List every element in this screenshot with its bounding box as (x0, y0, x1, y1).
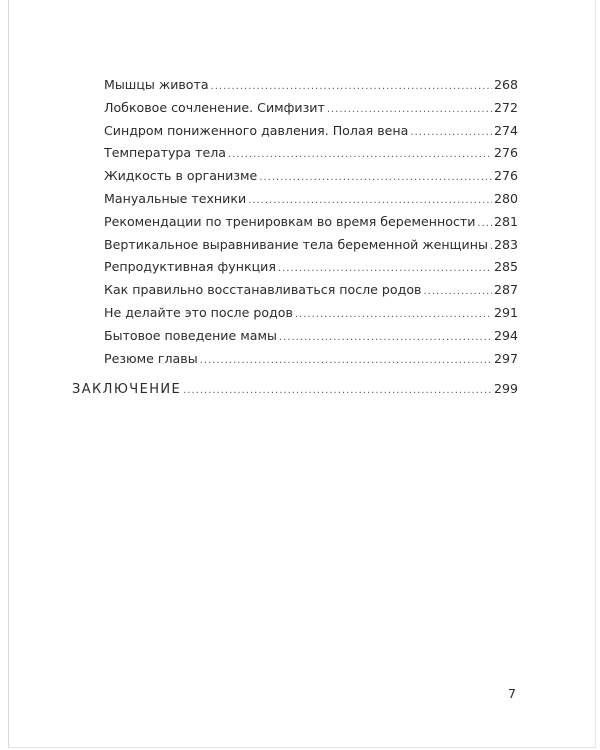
toc-dot-leader (490, 236, 492, 259)
toc-entry (72, 378, 518, 401)
toc-entry (104, 234, 518, 257)
toc-entry (104, 97, 518, 120)
toc-entry-page: 274 (493, 122, 518, 138)
toc-entry-title: Рекомендации по тренировкам во время беременности (104, 213, 476, 229)
toc-entry-page: 272 (493, 99, 518, 115)
toc-entry-page: 291 (493, 304, 518, 320)
toc-entry-title: Не делайте это после родов (104, 304, 293, 320)
toc-entry-title: Репродуктивная функция (104, 259, 276, 275)
toc-entry (104, 325, 518, 348)
table-of-contents (104, 74, 518, 370)
toc-entry-page: 287 (493, 282, 518, 298)
toc-entry (104, 188, 518, 211)
toc-entry-title: Лобковое сочленение. Симфизит (104, 99, 325, 115)
toc-entry-page: 276 (493, 168, 518, 184)
toc-dot-leader (410, 122, 492, 145)
toc-dot-leader (248, 190, 492, 213)
toc-entry-title: Мышцы живота (104, 77, 209, 92)
toc-entry (104, 256, 518, 279)
toc-chapter-title: ЗАКЛЮЧЕНИЕ (72, 382, 182, 397)
toc-entry-page: 297 (493, 350, 518, 366)
toc-dot-leader (259, 167, 492, 190)
toc-dot-leader (477, 213, 492, 236)
toc-entry (104, 142, 518, 165)
toc-dot-leader (327, 99, 492, 122)
toc-entry (104, 165, 518, 188)
toc-dot-leader (423, 281, 491, 304)
toc-entry (104, 74, 518, 97)
toc-dot-leader (183, 380, 492, 403)
toc-dot-leader (211, 76, 492, 99)
toc-entry-title: Как правильно восстанавливаться после родов (104, 282, 422, 298)
toc-entry-title: Температура тела (104, 145, 226, 161)
toc-entry-page: 276 (493, 145, 518, 161)
toc-entry-page: 285 (493, 259, 518, 275)
toc-dot-leader (200, 350, 492, 373)
toc-entry-title: Синдром пониженного давления. Полая вена (104, 122, 409, 138)
toc-entry-title: Бытовое поведение мамы (104, 327, 277, 343)
toc-entry-page: 268 (493, 77, 518, 92)
toc-entry (104, 302, 518, 325)
toc-entry (104, 120, 518, 143)
toc-dot-leader (295, 304, 492, 327)
toc-entry-title: Резюме главы (104, 350, 198, 366)
page-number: 7 (508, 686, 516, 701)
toc-dot-leader (278, 258, 492, 281)
toc-entry (104, 211, 518, 234)
toc-entry (104, 348, 518, 371)
toc-entry-title: Мануальные техники (104, 190, 247, 206)
toc-dot-leader (279, 327, 492, 350)
toc-entry-title: Жидкость в организме (104, 168, 258, 184)
toc-entry-page: 294 (493, 327, 518, 343)
toc-entry-page: 283 (493, 236, 518, 252)
toc-chapter-page: 299 (493, 381, 518, 396)
toc-entry-page: 280 (493, 190, 518, 206)
toc-entry-title: Вертикальное выравнивание тела беременной женщины (104, 236, 488, 252)
toc-dot-leader (228, 144, 492, 167)
toc-chapter-entry (72, 378, 518, 401)
toc-entry (104, 279, 518, 302)
toc-entry-page: 281 (493, 213, 518, 229)
